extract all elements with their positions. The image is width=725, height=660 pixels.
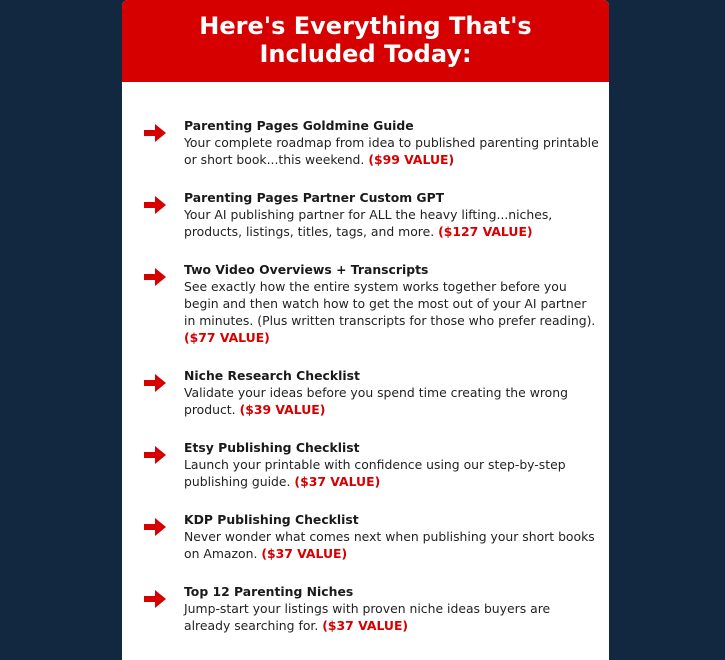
arrow-right-icon: [143, 589, 167, 609]
item-title: Parenting Pages Goldmine Guide: [184, 118, 414, 133]
item-value: ($37 VALUE): [322, 618, 409, 633]
offer-card: [122, 0, 609, 660]
arrow-right-icon: [143, 195, 167, 215]
item-value: ($77 VALUE): [184, 330, 270, 345]
item-title: Top 12 Parenting Niches: [184, 584, 354, 599]
arrow-right-icon: [143, 517, 167, 537]
item-value: ($37 VALUE): [261, 546, 348, 561]
arrow-right-icon: [143, 123, 167, 143]
arrow-right-icon: [143, 267, 167, 287]
item-description: Your complete roadmap from idea to published parenting printable or short book...this weekend.: [184, 135, 599, 167]
item-title: Niche Research Checklist: [184, 368, 360, 383]
item-value: ($127 VALUE): [438, 224, 533, 239]
item-description: Never wonder what comes next when publishing your short books on Amazon.: [184, 529, 595, 561]
arrow-right-icon: [143, 445, 167, 465]
offer-header: [122, 0, 609, 82]
item-title: KDP Publishing Checklist: [184, 512, 359, 527]
item-value: ($37 VALUE): [294, 474, 381, 489]
item-title: Parenting Pages Partner Custom GPT: [184, 190, 445, 205]
item-value: ($99 VALUE): [368, 152, 455, 167]
item-title: Two Video Overviews + Transcripts: [184, 262, 429, 277]
item-value: ($39 VALUE): [239, 402, 326, 417]
item-description: Validate your ideas before you spend time creating the wrong product.: [184, 385, 568, 417]
item-description: Your AI publishing partner for ALL the heavy lifting...niches, products, listings, titles, tags, and more.: [184, 207, 553, 239]
item-description: Jump-start your listings with proven niche ideas buyers are already searching for.: [184, 601, 551, 633]
item-description: Launch your printable with confidence using our step-by-step publishing guide.: [184, 457, 566, 489]
page-title: Here's Everything That's Included Today:: [199, 12, 532, 68]
item-description: See exactly how the entire system works together before you begin and then watch how to get the most out of your AI partner in minutes. (Plus written transcripts for those who prefer reading).: [184, 279, 596, 328]
arrow-right-icon: [143, 373, 167, 393]
item-title: Etsy Publishing Checklist: [184, 440, 360, 455]
